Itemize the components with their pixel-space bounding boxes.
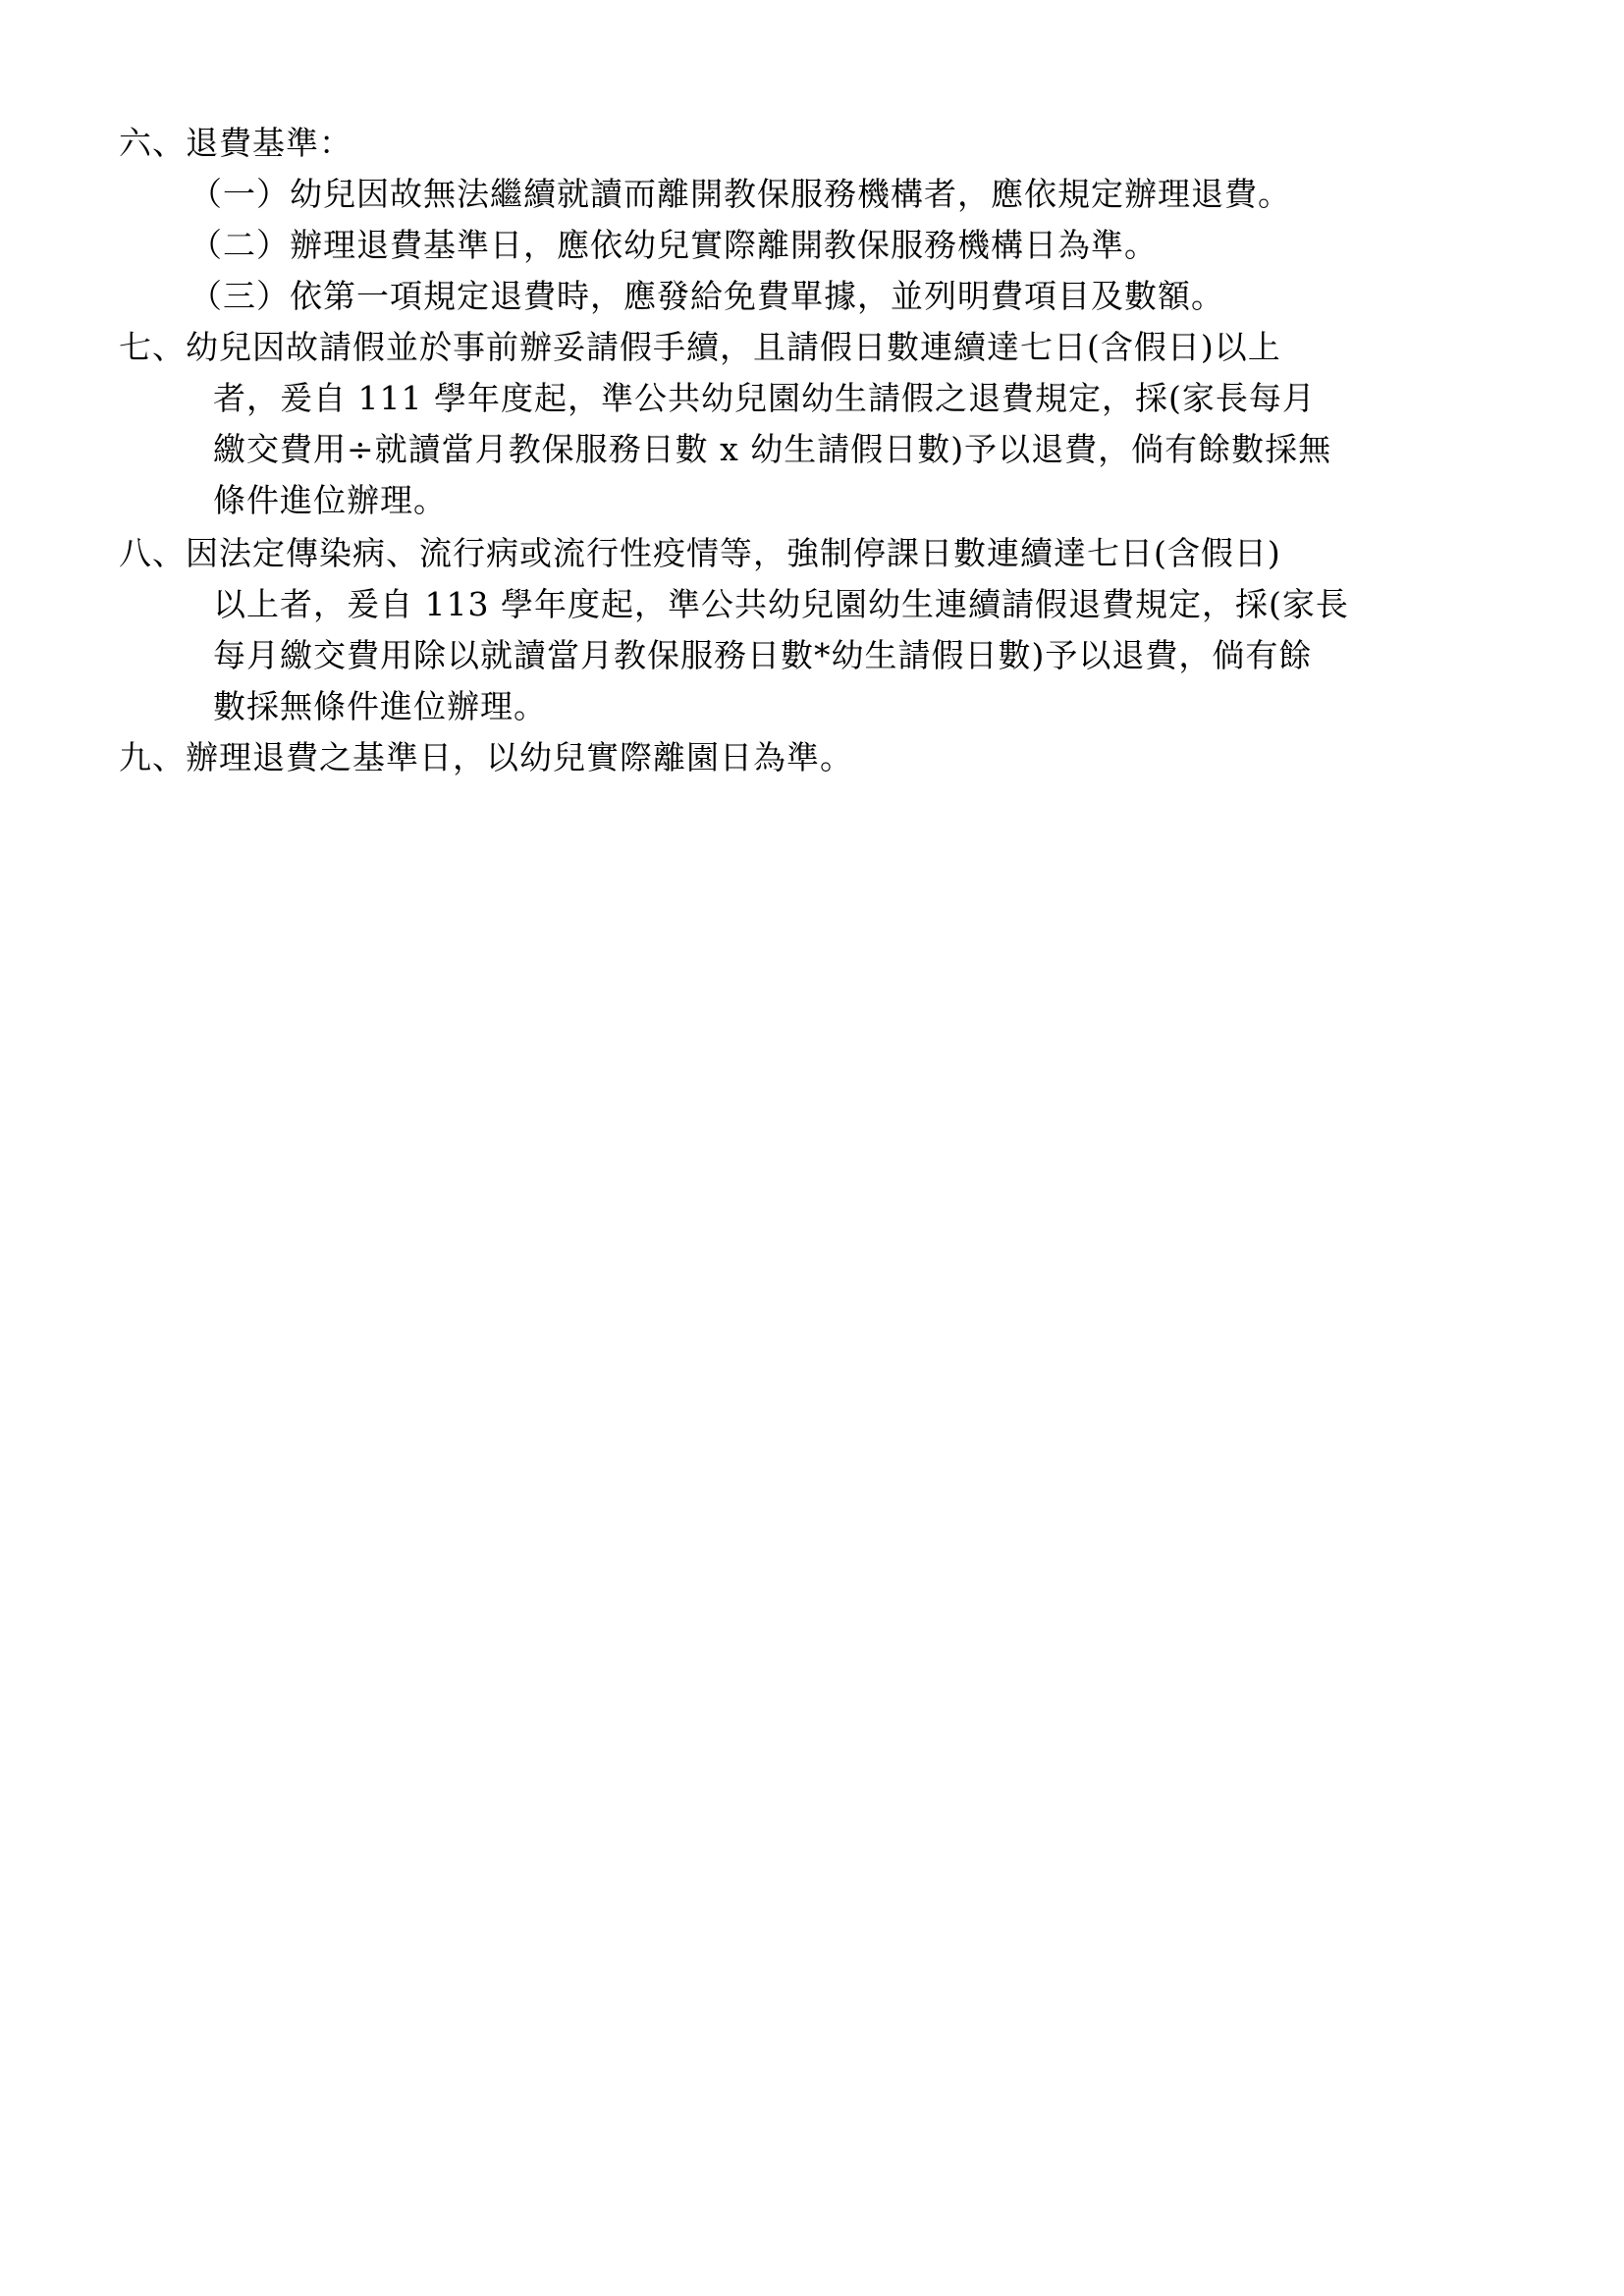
paragraph-line: 數採無條件進位辦理。	[213, 687, 547, 725]
paragraph-line: 每月繳交費用除以就讀當月教保服務日數*幼生請假日數)予以退費，倘有餘	[213, 636, 1313, 674]
list-item: （三）依第一項規定退費時，應發給免費單據，並列明費項目及數額。	[189, 277, 1224, 315]
paragraph-line: 八、因法定傳染病、流行病或流行性疫情等，強制停課日數連續達七日(含假日)	[119, 534, 1281, 572]
section-refund-base-date	[119, 732, 1513, 783]
paragraph-line: 繳交費用÷就讀當月教保服務日數 x 幼生請假日數)予以退費，倘有餘數採無	[213, 430, 1332, 468]
section-heading: 六、退費基準：	[119, 124, 352, 162]
paragraph-line: 條件進位辦理。	[213, 481, 447, 519]
paragraph-line: 者，爰自 111 學年度起，準公共幼兒園幼生請假之退費規定，採(家長每月	[213, 379, 1316, 417]
paragraph-line: 七、幼兒因故請假並於事前辦妥請假手續，且請假日數連續達七日(含假日)以上	[119, 328, 1281, 366]
paragraph-line: 以上者，爰自 113 學年度起，準公共幼兒園幼生連續請假退費規定，採(家長	[213, 585, 1349, 623]
section-refund-standards	[119, 118, 1513, 322]
document-body	[119, 118, 1513, 783]
paragraph-line: 九、辦理退費之基準日，以幼兒實際離園日為準。	[119, 738, 853, 776]
section-epidemic-refund	[119, 528, 1513, 732]
section-leave-refund	[119, 322, 1513, 526]
list-item: （一）幼兒因故無法繼續就讀而離開教保服務機構者，應依規定辦理退費。	[189, 175, 1291, 213]
list-item: （二）辦理退費基準日，應依幼兒實際離開教保服務機構日為準。	[189, 226, 1158, 264]
